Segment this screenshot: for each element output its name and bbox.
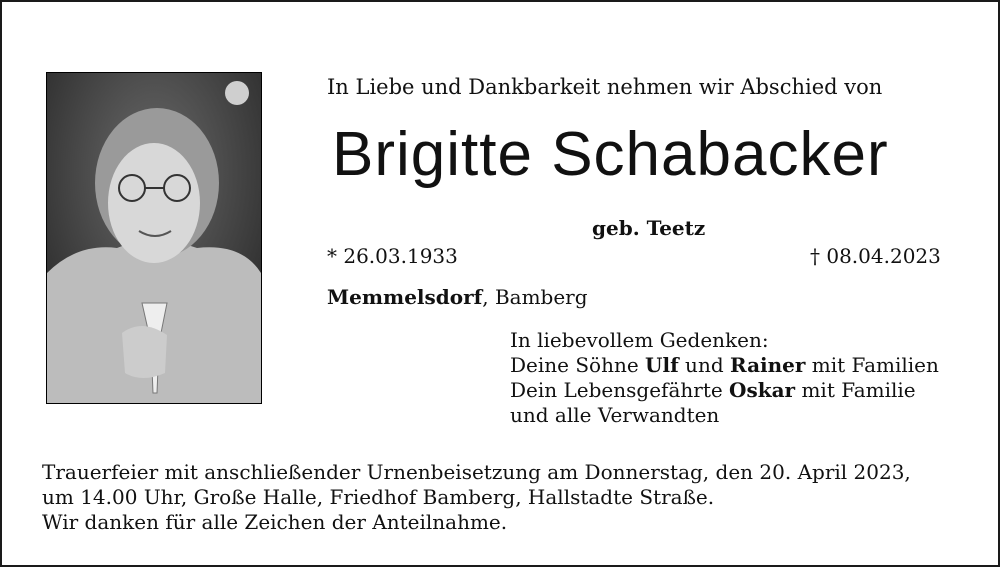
- son-name: Ulf: [645, 353, 679, 377]
- funeral-line: Wir danken für alle Zeichen der Anteilnahme.: [42, 510, 508, 534]
- text-segment: Dein Lebensgefährte: [510, 378, 730, 402]
- funeral-line: Trauerfeier mit anschließender Urnenbeisetzung am Donnerstag, den 20. April 2023,: [42, 460, 911, 484]
- text-segment: und: [678, 353, 730, 377]
- portrait-photo: [46, 72, 262, 404]
- funeral-line: um 14.00 Uhr, Große Halle, Friedhof Bamberg, Hallstadte Straße.: [42, 485, 715, 509]
- text-segment: mit Familie: [795, 378, 916, 402]
- intro-text: In Liebe und Dankbarkeit nehmen wir Abschied von: [327, 75, 883, 99]
- funeral-info: [42, 460, 911, 535]
- mourners-line-sons: [510, 353, 939, 378]
- mourners-line-partner: [510, 378, 939, 403]
- text-segment: mit Familien: [805, 353, 939, 377]
- residence: [327, 285, 588, 309]
- maiden-name: geb. Teetz: [592, 216, 706, 240]
- mourners-line-relatives: und alle Verwandten: [510, 403, 720, 427]
- partner-name: Oskar: [729, 378, 796, 402]
- death-date: † 08.04.2023: [810, 244, 941, 268]
- mourners-heading: In liebevollem Gedenken:: [510, 328, 769, 352]
- son-name: Rainer: [729, 353, 806, 377]
- deceased-name: Brigitte Schabacker: [332, 120, 889, 189]
- text-segment: Deine Söhne: [510, 353, 646, 377]
- residence-rest: , Bamberg: [482, 285, 588, 309]
- residence-town: Memmelsdorf: [327, 285, 483, 309]
- mourners-block: [510, 328, 939, 428]
- birth-date: * 26.03.1933: [327, 244, 458, 268]
